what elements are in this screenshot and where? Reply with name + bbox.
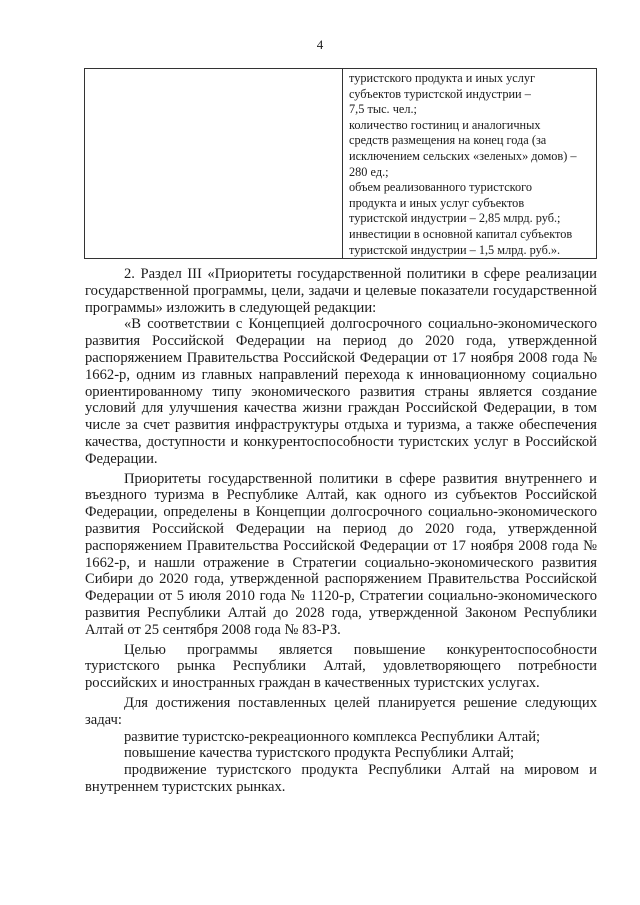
cell-line: 280 ед.; (349, 164, 389, 179)
cell-line: туристской индустрии – 1,5 млрд. руб.». (349, 242, 561, 257)
cell-line: средств размещения на конец года (за (349, 133, 547, 148)
cell-line: туристского продукта и иных услуг (349, 71, 536, 85)
table-cell-right (343, 69, 597, 259)
table-row (85, 69, 597, 259)
cell-line: объем реализованного туристского (349, 180, 533, 195)
document-body (85, 266, 597, 796)
priorities-paragraph: Приоритеты государственной политики в сфере развития внутреннего и въездного туризма в Республике Алтай, как одного из субъектов Российской Федерации, определены в Концепции долгосрочного социально-экономического развития Российской Федерации на период до 2020 года, утвержденной распоряжением Правительства Российской Федерации от 17 ноября 2008 года № 1662-р, и нашли отражение в Стратегии социально-экономического развития Сибири до 2020 года, утвержденной распоряжением Правительства Российской Федерации от 5 июля 2010 года № 1120-р, Стратегии социально-экономического развития Республики Алтай до 2028 года, утвержденной Законом Республики Алтай от 25 сентября 2008 года № 83-РЗ. (85, 470, 597, 638)
cell-line: 7,5 тыс. чел.; (349, 102, 417, 117)
cell-line: продукта и иных услуг субъектов (349, 195, 525, 210)
cell-line: инвестиции в основной капитал субъектов (349, 226, 573, 241)
table-cell-left (85, 69, 343, 259)
task-item: повышение качества туристского продукта Республики Алтай; (124, 745, 515, 762)
cell-line: количество гостиниц и аналогичных (349, 117, 541, 132)
continuation-table (84, 68, 597, 259)
cell-text (343, 69, 596, 258)
concept-paragraph: «В соответствии с Концепцией долгосрочного социально-экономического развития Российской Федерации на период до 2020 года, утвержденной распоряжением Правительства Российской Федерации от 17 ноября 2008 года № 1662-р, одним из главных направлений перехода к инновационному социально ориентированному типу экономического развития страны является создание условий для улучшения качества жизни граждан Российской Федерации, в том числе за счет развития инфраструктуры отдыха и туризма, а также обеспечения качества, доступности и конкурентоспособности туристских услуг в Российской Федерации. (85, 316, 597, 467)
task-item: продвижение туристского продукта Республики Алтай на мировом и внутреннем туристских рынках. (85, 762, 597, 795)
page-number: 4 (316, 37, 324, 52)
section-amendment-paragraph: 2. Раздел III «Приоритеты государственной политики в сфере реализации государственной программы, цели, задачи и целевые показатели государственной программы» изложить в следующей редакции: (85, 266, 597, 316)
goal-paragraph: Целью программы является повышение конкурентоспособности туристского рынка Республики Алтай, удовлетворяющего потребности российских и иностранных граждан в качественных туристских услугах. (85, 641, 597, 692)
task-item: развитие туристско-рекреационного комплекса Республики Алтай; (124, 728, 541, 745)
cell-line: туристской индустрии – 2,85 млрд. руб.; (349, 211, 561, 226)
tasks-intro-paragraph: Для достижения поставленных целей планируется решение следующих задач: (85, 694, 597, 728)
cell-line: субъектов туристской индустрии – (349, 86, 531, 101)
cell-line: исключением сельских «зеленых» домов) – (349, 148, 577, 163)
